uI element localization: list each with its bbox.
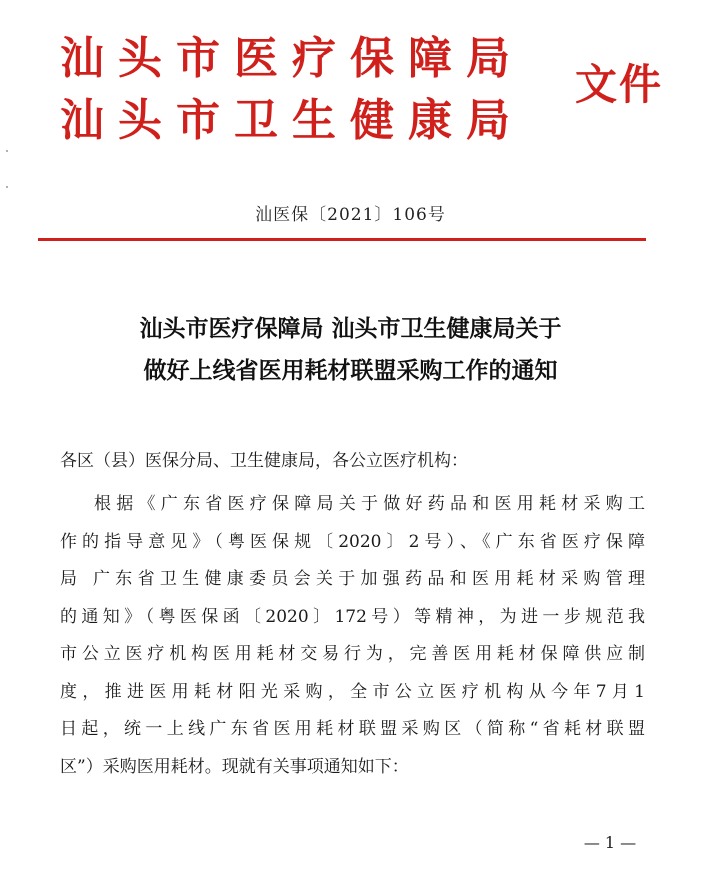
issuer-name: 汕头市卫生健康局 xyxy=(60,95,524,146)
scan-dot xyxy=(6,150,8,152)
red-separator-rule xyxy=(38,238,646,241)
body-line: 根据《广东省医疗保障局关于做好药品和医用耗材采购工 xyxy=(94,494,645,514)
salutation: 各区（县）医保分局、卫生健康局，各公立医疗机构： xyxy=(60,451,468,471)
body-line: 局 广东省卫生健康委员会关于加强药品和医用耗材采购管理 xyxy=(60,569,645,589)
body-line: 的通知》（粤医保函〔2020〕172号）等精神，为进一步规范我 xyxy=(60,606,645,627)
title-line: 汕头市医疗保障局 汕头市卫生健康局关于 xyxy=(139,316,562,342)
page-number: — 1 — xyxy=(583,833,637,852)
body-line: 日起，统一上线广东省医用耗材联盟采购区（简称“省耗材联盟 xyxy=(60,719,645,739)
body-line: 度，推进医用耗材阳光采购，全市公立医疗机构从今年7月1 xyxy=(60,681,645,702)
document-type-label: 文件 xyxy=(575,60,664,109)
body-line: 作的指导意见》（粤医保规〔2020〕2号）、《广东省医疗保障 xyxy=(60,531,645,552)
issuer-block xyxy=(60,28,570,152)
notice-title xyxy=(0,308,701,392)
issuer-name: 汕头市医疗保障局 xyxy=(60,33,524,84)
document-number: 汕医保〔2021〕106号 xyxy=(255,205,446,225)
title-line: 做好上线省医用耗材联盟采购工作的通知 xyxy=(143,358,558,384)
body-line: 市公立医疗机构医用耗材交易行为，完善医用耗材保障供应制 xyxy=(60,644,645,664)
body-line: 区”）采购医用耗材。现就有关事项通知如下： xyxy=(60,756,409,777)
scan-dot xyxy=(6,186,8,188)
body-paragraph xyxy=(60,486,645,786)
